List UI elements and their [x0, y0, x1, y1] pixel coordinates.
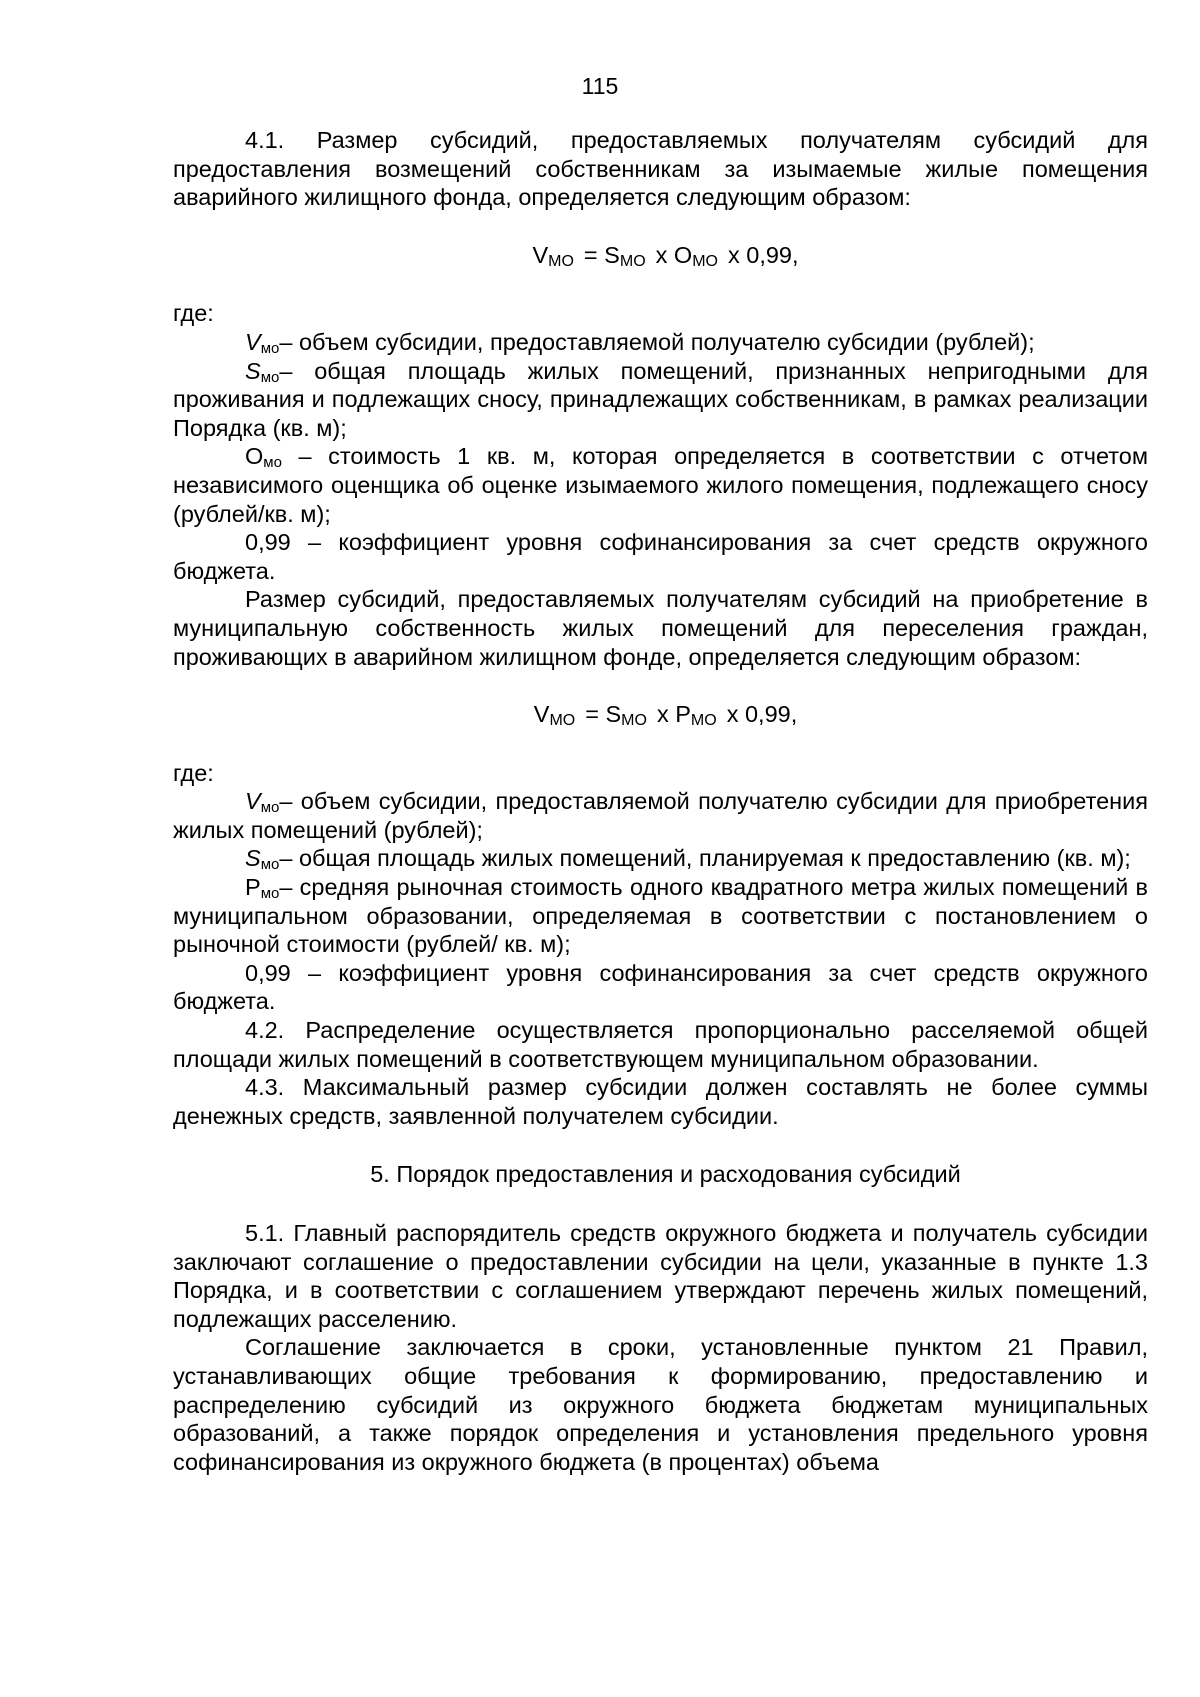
symbol-v-sub: мо: [260, 799, 280, 817]
formula-2-tail: х 0,99,: [726, 701, 798, 728]
definition-v-1: [173, 328, 1148, 357]
document-body: [173, 126, 1148, 1476]
paragraph-soglashenie: Соглашение заключается в сроки, установленные пунктом 21 Правил, устанавливающих общие требования к формированию, предоставлению и распределению субсидий из окружного бюджета бюджетам муниципальных образований, а также порядок определения и установления предельного уровня софинансирования из окружного бюджета (в процентах) объема: [173, 1334, 1148, 1475]
definition-v-2: [173, 787, 1148, 844]
definition-s-2: [173, 844, 1148, 873]
definition-s-text: – общая площадь жилых помещений, признанных непригодными для проживания и подлежащих сносу, принадлежащих собственникам, в рамках реализации Порядка (кв. м);: [173, 357, 1148, 441]
symbol-v: V: [245, 328, 261, 355]
formula-1-v-sub: МО: [548, 252, 574, 270]
formula-1-o-sub: МО: [692, 252, 718, 270]
paragraph-razmer-2: Размер субсидий, предоставляемых получателям субсидий на приобретение в муниципальную собственность жилых помещений для переселения граждан, проживающих в аварийном жилищном фонде, определяется следующим образом:: [173, 586, 1148, 670]
formula-1-eq-s: = S: [583, 241, 620, 268]
definition-o-1: [173, 442, 1148, 528]
formula-1-s-sub: МО: [619, 252, 646, 270]
formula-1: [173, 241, 1148, 270]
definition-coefficient-2: 0,99 – коэффициент уровня софинансирования за счет средств окружного бюджета.: [173, 959, 1148, 1015]
formula-2-x-p: х P: [656, 701, 691, 728]
symbol-p-sub: мо: [260, 885, 280, 903]
definition-s-text: – общая площадь жилых помещений, планируемая к предоставлению (кв. м);: [279, 845, 1131, 872]
symbol-p: Р: [245, 874, 261, 901]
definition-p-2: [173, 873, 1148, 959]
formula-1-x-o: х O: [655, 241, 693, 268]
paragraph-5-1: 5.1. Главный распорядитель средств окружного бюджета и получатель субсидии заключают соглашение о предоставлении субсидии на цели, указанные в пункте 1.3 Порядка, и в соответствии с соглашением утверждают перечень жилых помещений, подлежащих расселению.: [173, 1220, 1148, 1332]
where-label-1: где:: [173, 300, 214, 327]
where-label-2: где:: [173, 759, 214, 786]
definition-p-text: – средняя рыночная стоимость одного квадратного метра жилых помещений в муниципальном образовании, определяемая в соответствии с постановлением о рыночной стоимости (рублей/ кв. м);: [173, 874, 1148, 958]
definition-v-text: – объем субсидии, предоставляемой получателю субсидии (рублей);: [279, 328, 1035, 355]
formula-2-s-sub: МО: [621, 712, 647, 730]
symbol-s-sub: мо: [260, 856, 280, 874]
page-number: 115: [581, 73, 619, 99]
formula-1-v: V: [532, 241, 549, 268]
symbol-o-sub: мо: [263, 454, 282, 472]
formula-2-v: V: [533, 701, 550, 728]
formula-2-v-sub: МО: [549, 712, 576, 730]
formula-2-p-sub: МО: [690, 712, 717, 730]
definition-s-1: [173, 357, 1148, 443]
paragraph-4-2: 4.2. Распределение осуществляется пропорционально расселяемой общей площади жилых помещений в соответствующем муниципальном образовании.: [173, 1017, 1148, 1072]
symbol-s: S: [245, 357, 261, 384]
formula-2-eq-s: = S: [585, 701, 622, 728]
formula-1-tail: х 0,99,: [727, 241, 799, 268]
symbol-s-sub: мо: [260, 368, 280, 386]
symbol-v-sub: мо: [260, 339, 280, 357]
definition-v-text: – объем субсидии, предоставляемой получателю субсидии для приобретения жилых помещений (рублей);: [173, 788, 1148, 843]
definition-coefficient-1: 0,99 – коэффициент уровня софинансирования за счет средств окружного бюджета.: [173, 529, 1148, 584]
formula-2: [173, 700, 1148, 729]
symbol-v: V: [245, 788, 261, 815]
definition-o-text: – стоимость 1 кв. м, которая определяется в соответствии с отчетом независимого оценщика об оценке изымаемого жилого помещения, подлежащего сносу (рублей/кв. м);: [173, 443, 1148, 527]
paragraph-4-3: 4.3. Максимальный размер субсидии должен составлять не более суммы денежных средств, заявленной получателем субсидии.: [173, 1074, 1148, 1129]
paragraph-4-1: 4.1. Размер субсидий, предоставляемых получателям субсидий для предоставления возмещений собственникам за изымаемые жилые помещения аварийного жилищного фонда, определяется следующим образом:: [173, 127, 1148, 211]
symbol-s: S: [245, 845, 261, 872]
symbol-o: О: [245, 443, 264, 470]
section-5-title: 5. Порядок предоставления и расходования субсидий: [370, 1161, 961, 1188]
